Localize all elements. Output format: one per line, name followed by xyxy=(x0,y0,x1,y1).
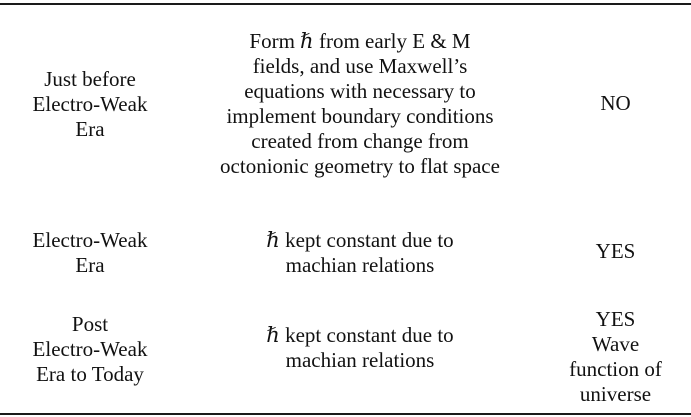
method-line: fields, and use Maxwell’s xyxy=(252,54,468,78)
table-cell-answer xyxy=(540,304,691,410)
answer-line: NO xyxy=(600,90,631,115)
hbar-symbol: ℏ xyxy=(266,323,280,347)
method-line: machian relations xyxy=(285,348,435,372)
era-line: Era to Today xyxy=(36,361,144,386)
table-cell-era xyxy=(0,226,180,280)
method-line: created from change from xyxy=(251,129,469,153)
table-cell-method xyxy=(180,320,540,376)
table-bottom-rule xyxy=(0,413,691,415)
answer-line: YES xyxy=(595,238,636,263)
method-text: kept constant due to xyxy=(279,323,454,347)
era-line: Just before xyxy=(44,66,136,91)
answer-line: YES xyxy=(595,307,636,331)
method-line xyxy=(266,323,453,348)
table-cell-era xyxy=(0,308,180,390)
era-line: Post xyxy=(71,311,109,336)
era-line: Electro-Weak xyxy=(32,336,148,361)
method-text: from early E & M xyxy=(313,29,471,53)
table-cell-answer xyxy=(540,88,691,118)
method-line xyxy=(249,29,470,54)
table-top-rule xyxy=(0,3,691,5)
answer-line: universe xyxy=(579,382,652,406)
method-line: equations with necessary to xyxy=(244,79,476,103)
hbar-symbol: ℏ xyxy=(300,29,314,53)
hbar-symbol: ℏ xyxy=(266,228,280,252)
method-text: Form xyxy=(249,29,301,53)
method-line: octonionic geometry to flat space xyxy=(220,154,500,178)
method-text: kept constant due to xyxy=(279,228,454,252)
method-line: implement boundary conditions xyxy=(226,104,494,128)
method-line: machian relations xyxy=(285,253,435,277)
table-cell-era xyxy=(0,60,180,148)
era-line: Electro-Weak xyxy=(32,91,148,116)
table-cell-method xyxy=(180,226,540,280)
answer-line: Wave xyxy=(591,332,640,356)
era-line: Era xyxy=(75,253,105,277)
era-line: Electro-Weak xyxy=(32,228,148,252)
era-line: Era xyxy=(75,116,105,141)
answer-line: function of xyxy=(569,357,662,381)
method-line xyxy=(266,228,453,253)
table-cell-method xyxy=(180,20,540,188)
table-cell-answer xyxy=(540,236,691,266)
